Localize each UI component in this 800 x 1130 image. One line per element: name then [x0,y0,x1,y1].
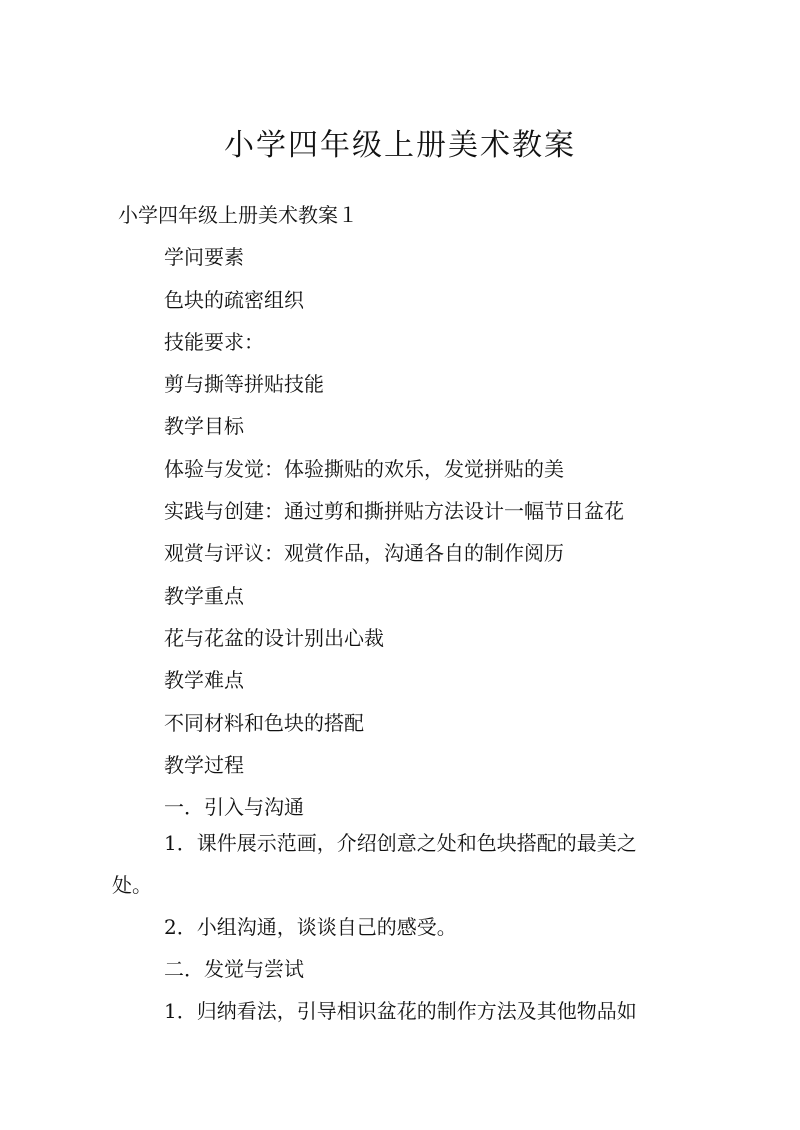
paragraph-line: 色块的疏密组织 [164,287,304,312]
paragraph-line: 2．小组沟通，谈谈自己的感受。 [164,915,457,939]
paragraph-line: 教学过程 [164,752,244,777]
section-two-heading [118,948,688,990]
paragraph-line: 不同材料和色块的搭配 [164,710,364,735]
paragraph-line: 教学重点 [164,583,244,608]
paragraph-line: 剪与撕等拼贴技能 [164,372,324,397]
paragraph-line: 处。 [112,873,152,897]
lesson-heading: 小学四年级上册美术教案１ [118,203,358,227]
paragraph-line: 实践与创建：通过剪和撕拼贴方法设计一幅节日盆花 [164,499,624,524]
paragraph-line: 教学难点 [164,668,244,693]
paragraph-line: 1．归纳看法，引导相识盆花的制作方法及其他物品如 [164,999,637,1023]
paragraph-line: 教学目标 [164,414,244,439]
step-one-continuation [112,864,682,906]
paragraph-line: 观赏与评议：观赏作品，沟通各自的制作阅历 [164,541,564,566]
paragraph-line: 花与花盆的设计别出心裁 [164,625,384,650]
document-body [118,194,688,828]
paragraph-line: 学问要素 [164,245,244,270]
paragraph-line: 技能要求： [164,329,264,354]
paragraph-line: 一．引入与沟通 [164,795,304,820]
step-two-paragraph [118,906,688,948]
paragraph-line: 体验与发觉：体验撕贴的欢乐，发觉拼贴的美 [164,456,564,481]
step-one-paragraph [118,822,688,864]
paragraph-line: 1．课件展示范画，介绍创意之处和色块搭配的最美之 [164,831,637,855]
document-title: 小学四年级上册美术教案 [224,128,576,163]
step-three-paragraph [118,990,688,1032]
paragraph-line: 二．发觉与尝试 [164,957,304,981]
